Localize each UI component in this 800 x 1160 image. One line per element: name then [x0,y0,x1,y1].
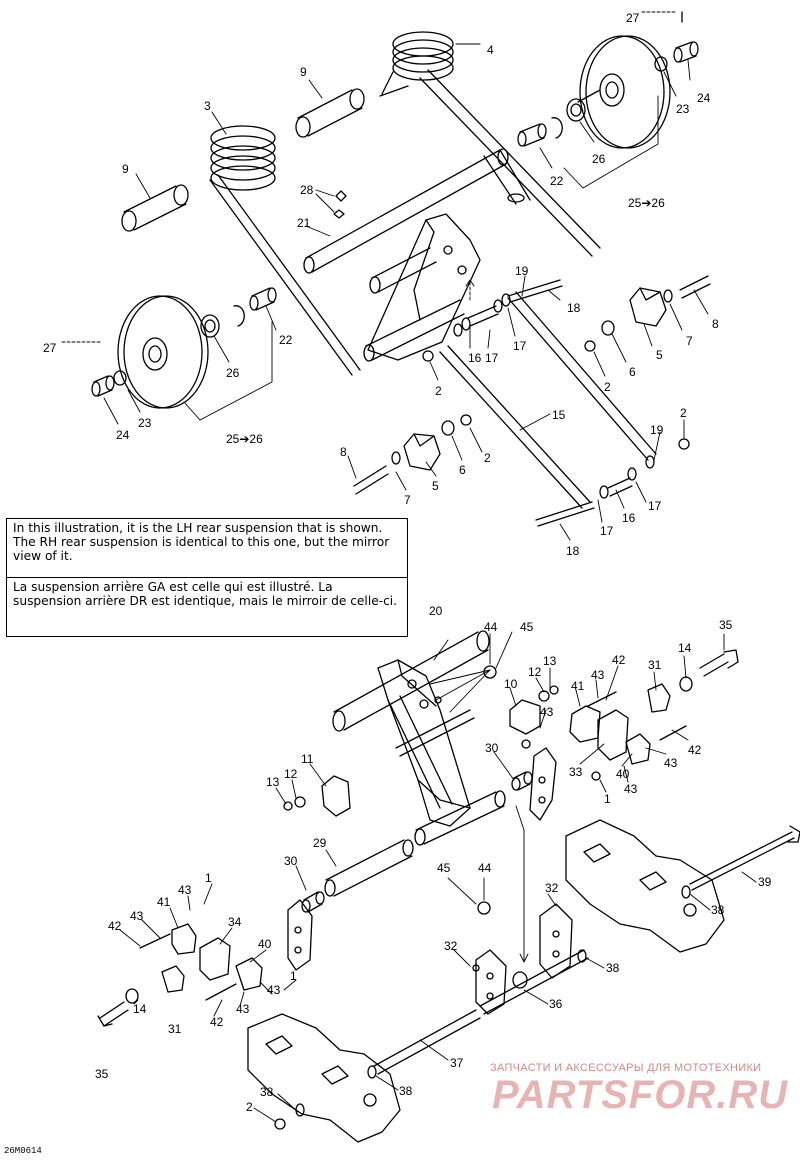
callout-label: 1 [205,871,212,885]
callout-label: 27 [43,341,57,355]
callout-label: 39 [758,875,772,889]
idler-wheel-left [92,288,276,408]
callout-label: 10 [504,677,518,691]
callout-label: 1 [604,792,611,806]
callout-label: 4 [487,43,494,57]
callout-label: 41 [571,679,585,693]
callout-label: 32 [545,881,559,895]
callout-label: 43 [178,883,192,897]
callout-label: 42 [688,743,702,757]
watermark-tagline: ЗАПЧАСТИ И АКСЕССУАРЫ ДЛЯ МОТОТЕХНИКИ [490,1062,762,1074]
callout-label: 9 [122,162,129,176]
callout-label: 14 [133,1002,147,1016]
callout-label: 13 [543,654,557,668]
callout-label: 36 [549,997,563,1011]
callout-label: 40 [616,767,630,781]
long-bolt-39 [690,826,800,890]
tube-29 [325,840,413,896]
callout-label: 2 [680,406,687,420]
upper-hardware [334,191,689,526]
callout-label: 43 [267,983,281,997]
callout-label: 43 [130,909,144,923]
callout-label: 43 [540,705,554,719]
callout-leader-lines-top [62,12,711,540]
callout-label: 8 [712,317,719,331]
callout-label: 44 [484,620,498,634]
callout-label: 38 [399,1084,413,1098]
callout-label: 7 [404,493,411,507]
callout-label: 18 [566,544,580,558]
callout-label: 41 [157,895,171,909]
callout-label: 42 [210,1015,224,1029]
callout-label: 9 [300,65,307,79]
torsion-spring-3 [211,126,275,190]
shock-mount-lower-left [98,776,350,1026]
callout-label: 17 [485,351,499,365]
callout-label: 37 [450,1056,464,1070]
callout-label: 17 [648,499,662,513]
callout-label: 16 [468,351,482,365]
callout-label: 28 [300,183,314,197]
callout-label: 31 [648,658,662,672]
callout-label: 42 [108,919,122,933]
callout-label: 38 [606,961,620,975]
callout-label: 22 [550,174,564,188]
lower-hardware [275,666,690,1129]
callout-label: 45 [520,620,534,634]
callout-label: 30 [485,741,499,755]
callout-label: 1 [290,969,297,983]
callout-label: 43 [236,1002,250,1016]
callout-label: 19 [650,423,664,437]
callout-label: 43 [591,668,605,682]
callout-label: 34 [228,915,242,929]
callout-label: 17 [513,339,527,353]
callout-label: 38 [260,1085,274,1099]
callout-label: 26 [592,152,606,166]
callout-label: 40 [258,937,272,951]
callout-label: 44 [478,861,492,875]
torsion-spring-4 [380,32,453,96]
note-english [6,518,408,578]
callout-label: 6 [459,463,466,477]
callout-label: 38 [711,903,725,917]
callout-label: 22 [279,333,293,347]
idler-wheel-right [578,36,670,148]
callout-label: 2 [484,451,491,465]
callout-label: 35 [95,1067,109,1081]
callout-label: 26 [226,366,240,380]
tube-20 [333,631,489,731]
upper-swing-arm [364,150,530,361]
callout-label: 18 [567,301,581,315]
callout-label: 6 [629,365,636,379]
callout-label: 13 [266,775,280,789]
callout-label: 19 [515,264,529,278]
callout-label: 7 [686,334,693,348]
callout-label: 35 [719,618,733,632]
callout-label: 5 [656,348,663,362]
callout-label: 29 [313,836,327,850]
callout-label: 17 [600,524,614,538]
callout-label: 30 [284,854,298,868]
callout-label: 21 [297,216,311,230]
callout-label: 45 [437,861,451,875]
callout-label: 3 [204,99,211,113]
callout-label: 42 [612,653,626,667]
callout-label: 2 [246,1100,253,1114]
callout-label: 20 [429,604,443,618]
callout-label: 14 [678,641,692,655]
document-number: 26M0614 [4,1146,42,1156]
bearing-and-rings-right [518,12,698,146]
note-french-text: La suspension arrière GA est celle qui est illustré. La suspension arrière DR est identique, mais le mirroir de celle-ci. [13,580,398,608]
slide-rail-bracket-left [248,1014,400,1142]
callout-label: 2 [435,384,442,398]
callout-label: 12 [528,665,542,679]
callout-label: 23 [676,102,690,116]
shock-mount-upper-left [354,415,471,494]
callout-label: 43 [624,782,638,796]
callout-label: 33 [569,765,583,779]
cross-shaft-36 [480,950,588,1014]
note-french [6,577,408,637]
callout-label: 23 [138,416,152,430]
callout-label: 32 [444,939,458,953]
callout-label: 24 [697,91,711,105]
callout-label: 15 [552,408,566,422]
callout-label: 43 [664,756,678,770]
watermark-site: PARTSFOR.RU [492,1073,789,1117]
callout-label: 8 [340,445,347,459]
callout-label: 31 [168,1022,182,1036]
callout-label: 25➔26 [628,196,665,210]
callout-label: 27 [626,11,640,25]
callout-label: 11 [301,752,314,766]
callout-label: 12 [284,767,298,781]
rear-axle-37 [374,1010,480,1074]
note-english-text: In this illustration, it is the LH rear suspension that is shown. The RH rear suspension is identical to this one, but the mirror view of it. [13,521,390,563]
callout-label: 2 [604,380,611,394]
callout-label: 24 [116,428,130,442]
callout-label: 25➔26 [226,432,263,446]
callout-label: 5 [432,479,439,493]
callout-label: 16 [622,511,636,525]
upper-axle-rods [210,70,600,375]
